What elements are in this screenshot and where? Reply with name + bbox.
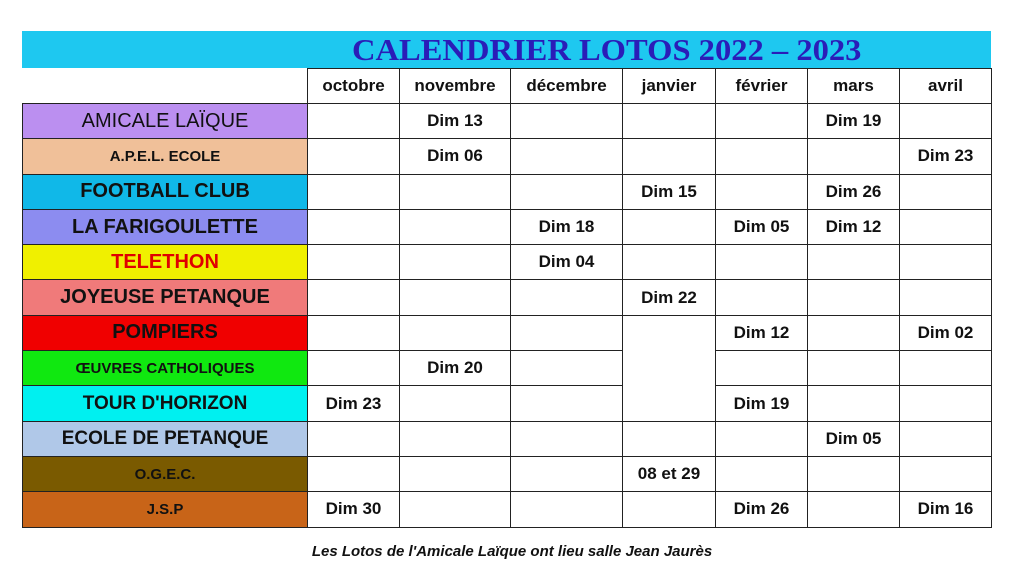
table-row xyxy=(23,492,992,527)
date-cell xyxy=(623,315,716,350)
table-row xyxy=(23,209,992,244)
page-title: CALENDRIER LOTOS 2022 – 2023 xyxy=(352,32,862,67)
date-cell xyxy=(511,280,623,315)
month-header: janvier xyxy=(623,69,716,104)
date-cell xyxy=(808,280,900,315)
title-bar xyxy=(22,31,991,68)
month-header: mars xyxy=(808,69,900,104)
date-cell xyxy=(511,104,623,139)
date-cell xyxy=(623,492,716,527)
date-cell: Dim 23 xyxy=(308,386,400,421)
table-row xyxy=(23,139,992,174)
date-cell xyxy=(716,421,808,456)
header-corner xyxy=(23,69,308,104)
date-cell: Dim 23 xyxy=(900,139,992,174)
date-cell xyxy=(511,351,623,386)
club-name-cell: LA FARIGOULETTE xyxy=(23,209,308,244)
club-name-cell: A.P.E.L. ECOLE xyxy=(23,139,308,174)
date-cell xyxy=(900,245,992,280)
date-cell xyxy=(808,456,900,491)
date-cell xyxy=(308,104,400,139)
date-cell xyxy=(308,174,400,209)
date-cell xyxy=(808,351,900,386)
date-cell xyxy=(900,280,992,315)
date-cell xyxy=(308,245,400,280)
club-name-cell: POMPIERS xyxy=(23,315,308,350)
table-row xyxy=(23,104,992,139)
date-cell xyxy=(808,139,900,174)
date-cell: Dim 04 xyxy=(511,245,623,280)
date-cell xyxy=(623,104,716,139)
club-name-cell: FOOTBALL CLUB xyxy=(23,174,308,209)
date-cell xyxy=(900,104,992,139)
date-cell xyxy=(308,139,400,174)
date-cell xyxy=(900,174,992,209)
table-row xyxy=(23,386,992,421)
date-cell xyxy=(716,139,808,174)
month-header: novembre xyxy=(400,69,511,104)
table-row xyxy=(23,174,992,209)
date-cell: Dim 05 xyxy=(716,209,808,244)
date-cell xyxy=(623,351,716,386)
date-cell: Dim 12 xyxy=(808,209,900,244)
date-cell: Dim 20 xyxy=(400,351,511,386)
date-cell: Dim 19 xyxy=(808,104,900,139)
club-name-cell: JOYEUSE PETANQUE xyxy=(23,280,308,315)
date-cell: Dim 18 xyxy=(511,209,623,244)
date-cell: Dim 13 xyxy=(400,104,511,139)
table-row xyxy=(23,280,992,315)
date-cell xyxy=(308,351,400,386)
table-row xyxy=(23,245,992,280)
date-cell: 08 et 29 xyxy=(623,456,716,491)
date-cell xyxy=(808,386,900,421)
date-cell xyxy=(400,421,511,456)
date-cell xyxy=(511,492,623,527)
date-cell xyxy=(511,139,623,174)
date-cell xyxy=(716,104,808,139)
date-cell xyxy=(900,421,992,456)
club-name-cell: AMICALE LAÏQUE xyxy=(23,104,308,139)
date-cell: Dim 19 xyxy=(716,386,808,421)
date-cell xyxy=(716,351,808,386)
date-cell xyxy=(808,245,900,280)
month-header: décembre xyxy=(511,69,623,104)
date-cell xyxy=(623,245,716,280)
calendar-table xyxy=(22,68,992,528)
date-cell: Dim 15 xyxy=(623,174,716,209)
date-cell xyxy=(808,492,900,527)
date-cell xyxy=(716,456,808,491)
date-cell xyxy=(511,174,623,209)
date-cell xyxy=(400,280,511,315)
club-name-cell: O.G.E.C. xyxy=(23,456,308,491)
date-cell xyxy=(900,456,992,491)
date-cell xyxy=(900,209,992,244)
date-cell xyxy=(308,209,400,244)
date-cell: Dim 06 xyxy=(400,139,511,174)
date-cell: Dim 30 xyxy=(308,492,400,527)
date-cell xyxy=(511,456,623,491)
table-row xyxy=(23,456,992,491)
table-row xyxy=(23,315,992,350)
date-cell xyxy=(623,139,716,174)
date-cell xyxy=(808,315,900,350)
date-cell xyxy=(511,421,623,456)
month-header: avril xyxy=(900,69,992,104)
date-cell xyxy=(400,174,511,209)
date-cell: Dim 26 xyxy=(716,492,808,527)
date-cell xyxy=(400,245,511,280)
month-header-row xyxy=(23,69,992,104)
date-cell xyxy=(716,245,808,280)
date-cell: Dim 22 xyxy=(623,280,716,315)
date-cell xyxy=(511,315,623,350)
date-cell xyxy=(511,386,623,421)
date-cell xyxy=(400,315,511,350)
date-cell xyxy=(308,315,400,350)
date-cell xyxy=(400,492,511,527)
date-cell xyxy=(400,456,511,491)
club-name-cell: J.S.P xyxy=(23,492,308,527)
calendar-body xyxy=(23,104,992,528)
date-cell xyxy=(623,386,716,421)
date-cell: Dim 26 xyxy=(808,174,900,209)
month-header: octobre xyxy=(308,69,400,104)
month-header: février xyxy=(716,69,808,104)
club-name-cell: ECOLE DE PETANQUE xyxy=(23,421,308,456)
date-cell: Dim 12 xyxy=(716,315,808,350)
date-cell: Dim 02 xyxy=(900,315,992,350)
date-cell xyxy=(900,351,992,386)
table-row xyxy=(23,351,992,386)
date-cell xyxy=(308,421,400,456)
date-cell xyxy=(308,456,400,491)
date-cell xyxy=(716,174,808,209)
footnote: Les Lotos de l'Amicale Laïque ont lieu salle Jean Jaurès xyxy=(311,543,713,560)
club-name-cell: TOUR D'HORIZON xyxy=(23,386,308,421)
date-cell xyxy=(308,280,400,315)
date-cell xyxy=(623,209,716,244)
club-name-cell: TELETHON xyxy=(23,245,308,280)
club-name-cell: ŒUVRES CATHOLIQUES xyxy=(23,351,308,386)
date-cell: Dim 16 xyxy=(900,492,992,527)
table-row xyxy=(23,421,992,456)
date-cell xyxy=(623,421,716,456)
date-cell xyxy=(400,386,511,421)
date-cell xyxy=(716,280,808,315)
date-cell: Dim 05 xyxy=(808,421,900,456)
date-cell xyxy=(900,386,992,421)
date-cell xyxy=(400,209,511,244)
